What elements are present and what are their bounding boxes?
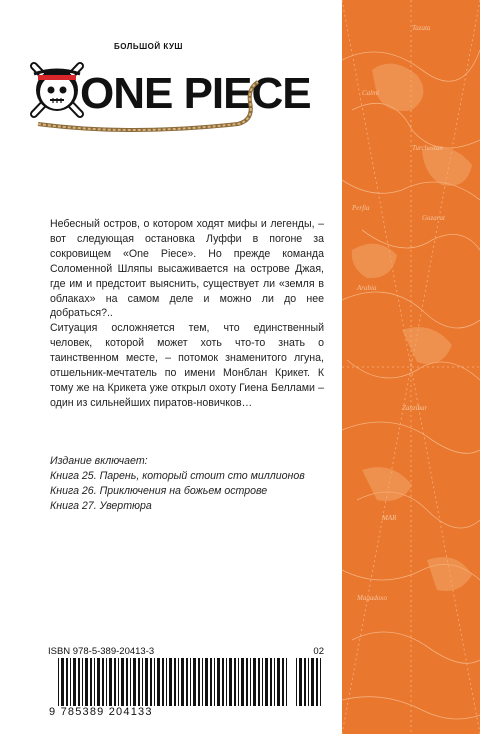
barcode-bar bbox=[193, 658, 196, 706]
isbn-text: ISBN 978-5-389-20413-3 bbox=[48, 646, 155, 657]
edition-contents bbox=[50, 454, 330, 514]
barcode-bar bbox=[138, 658, 140, 706]
barcode-bar bbox=[190, 658, 191, 706]
barcode-bar bbox=[214, 658, 215, 706]
barcode-bar bbox=[118, 658, 119, 706]
barcode-bar bbox=[253, 658, 256, 706]
barcode-bar bbox=[210, 658, 212, 706]
barcode-bar bbox=[299, 658, 302, 706]
svg-text:Calmi: Calmi bbox=[362, 89, 380, 97]
barcode-bar bbox=[229, 658, 232, 706]
barcode-bar bbox=[109, 658, 112, 706]
barcode-bar bbox=[130, 658, 131, 706]
barcode-bar bbox=[154, 658, 155, 706]
svg-text:Arabia: Arabia bbox=[357, 284, 377, 292]
barcode-bar bbox=[166, 658, 167, 706]
barcode-bar bbox=[234, 658, 236, 706]
contents-book-27: Книга 27. Увертюра bbox=[50, 499, 152, 512]
barcode-bar bbox=[265, 658, 268, 706]
barcode-bar bbox=[90, 658, 92, 706]
barcode-bar bbox=[246, 658, 248, 706]
barcode-bar bbox=[145, 658, 148, 706]
map-illustration bbox=[342, 0, 480, 734]
barcode-bar bbox=[250, 658, 251, 706]
barcode-bar bbox=[58, 658, 59, 706]
barcode-bar bbox=[222, 658, 224, 706]
barcode-bar bbox=[270, 658, 272, 706]
isbn-line bbox=[48, 646, 324, 657]
contents-book-26: Книга 26. Приключения на божьем острове bbox=[50, 484, 268, 497]
barcode-bar bbox=[238, 658, 239, 706]
barcode-bar bbox=[61, 658, 64, 706]
barcode-bar bbox=[70, 658, 71, 706]
svg-text:Turchestan: Turchestan bbox=[412, 144, 443, 152]
barcode-digits bbox=[48, 706, 298, 718]
barcode-bar bbox=[94, 658, 95, 706]
logo-subtitle: БОЛЬШОЙ КУШ bbox=[114, 42, 183, 51]
barcode-bar bbox=[274, 658, 275, 706]
one-piece-logo bbox=[28, 42, 311, 142]
logo-title: ONE PIECE bbox=[80, 69, 311, 118]
barcode-bar bbox=[97, 658, 100, 706]
barcode-bar bbox=[198, 658, 200, 706]
description-paragraph-1: Небесный остров, о котором ходят мифы и легенды, – вот следующая остановка Луффи в погоне за сокровищем «One Piece». Но прежде команда Соломенной Шляпы высаживается на острове Джая, где им и предстоит выяснить, существует ли «земля в облаках» на самом деле и можно ли до нее добраться?.. bbox=[50, 218, 324, 320]
barcode-bar bbox=[102, 658, 104, 706]
barcode-bar bbox=[202, 658, 203, 706]
barcode-bar bbox=[82, 658, 83, 706]
svg-text:Magadoxo: Magadoxo bbox=[357, 594, 387, 602]
contents-heading: Издание включает: bbox=[50, 455, 148, 467]
barcode-bar bbox=[217, 658, 220, 706]
barcode-bar bbox=[308, 658, 309, 706]
barcode-bar bbox=[162, 658, 164, 706]
barcode-bar bbox=[316, 658, 318, 706]
svg-text:Guzarat: Guzarat bbox=[422, 214, 445, 222]
barcode-bar bbox=[66, 658, 68, 706]
svg-text:Zanzibar: Zanzibar bbox=[402, 404, 428, 412]
barcode-bar bbox=[181, 658, 184, 706]
barcode-bar bbox=[85, 658, 88, 706]
barcode-bar bbox=[150, 658, 152, 706]
contents-book-25: Книга 25. Парень, который стоит сто миллионов bbox=[50, 469, 305, 482]
barcode-bar bbox=[241, 658, 244, 706]
map-artwork bbox=[342, 0, 480, 734]
barcode-bar bbox=[262, 658, 263, 706]
svg-text:MAR: MAR bbox=[382, 514, 397, 522]
barcode-bar bbox=[78, 658, 80, 706]
barcode-bar bbox=[277, 658, 280, 706]
svg-text:Tazata: Tazata bbox=[412, 24, 431, 32]
barcode-bar bbox=[174, 658, 176, 706]
barcode-bar bbox=[142, 658, 143, 706]
barcode-bar bbox=[73, 658, 76, 706]
description-paragraph-2: Ситуация осложняется тем, что единственный человек, которой может хоть что-то знать о таинственном месте, – потомок знаменитого лгуна, отшельник-мечтатель по имени Монблан Крикет. К тому же на Крикета уже открыл охоту Гиена Беллами – один из сильнейших пиратов-новичков… bbox=[50, 322, 324, 409]
barcode-bar bbox=[133, 658, 136, 706]
barcode-bar bbox=[311, 658, 314, 706]
barcode-bar bbox=[304, 658, 306, 706]
barcode-addon-bars bbox=[296, 658, 322, 720]
barcode-bar bbox=[282, 658, 284, 706]
barcode-digits-text: 9 785389 204133 bbox=[49, 706, 153, 718]
barcode-bar bbox=[169, 658, 172, 706]
logo-graphic bbox=[28, 42, 311, 142]
barcode-bar bbox=[157, 658, 160, 706]
isbn-addon: 02 bbox=[313, 646, 324, 657]
barcode-bar bbox=[226, 658, 227, 706]
svg-text:Perfia: Perfia bbox=[352, 204, 370, 212]
barcode-bar bbox=[286, 658, 287, 706]
barcode-bar bbox=[121, 658, 124, 706]
barcode-bar bbox=[320, 658, 321, 706]
barcode-bar bbox=[296, 658, 297, 706]
barcode-bar bbox=[106, 658, 107, 706]
barcode-bar bbox=[258, 658, 260, 706]
book-description bbox=[50, 217, 324, 411]
barcode-bar bbox=[186, 658, 188, 706]
barcode-bar bbox=[126, 658, 128, 706]
barcode-bar bbox=[205, 658, 208, 706]
barcode-bar bbox=[114, 658, 116, 706]
barcode-bar bbox=[178, 658, 179, 706]
